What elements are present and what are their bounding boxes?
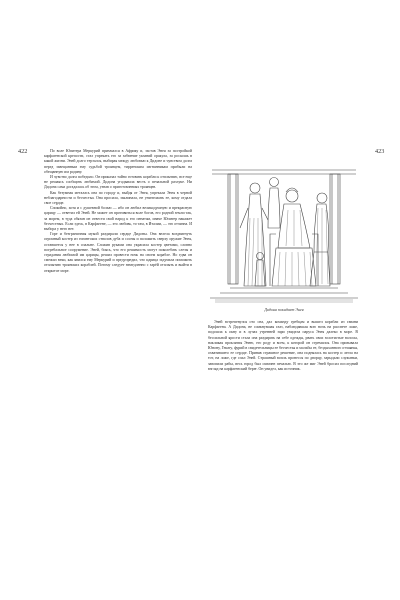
paragraph: Как безумная металась она по городу и, выйдя от Энея, упрекала Энея в черной неблагодарности и бесчестьи. Она просила, заклинала, не уничтожать ее, кому отдала свое сердце. [44,190,192,206]
illustration-caption: Дидона покидает Энея [264,307,304,312]
paragraph: Спокойно, хотя и с душевной болью — ибо он любил великодушную и прекрасную царицу — ответил ей Эней. Не может он противиться воле богов, его родной земли так, за морем, в туда обязан он отвести свой народ к его пенатам, иначе Юпитер накажет бесчестных. Если здесь, в Карфагене, — это любовь, то там, в Италии, — это отчизна. И выбора у него нет. [44,206,192,232]
paragraph: И чувство долга победило. Он приказал тайно готовить корабли к отплытию, все еще не решаясь сообщить любимой. Дидона угадывала весть о печальной разлуке. Ни Дидона сама догадалась об этом, узнав о приготовлениях троянцев. [44,175,192,190]
page-number-left: 422 [18,148,28,155]
paragraph: Эней встрепенулся ото сна, дал команду гребцам и вышел корабли из гавани Карфагена. А Дидона, не сомкнувшая глаз, наблюдавшая всю ночь на рассвете ложе, подошла к окну и в лучах утренней зари увидела паруса Энея далеко в море. В бессильной ярости стала она раздирать на себе одежды, рвать свои золотистые волосы, накликая проклятия Энею, его роду и всем, к которой он стремился. Она призывала Юнону, Гекату, фурий в свидетельницы ее бесчестья и мольбы ее, бездыханного отчаянья, охватившего ее сердце. Приняв страшное решение, она поднялась на костер и легла на тот, на ложе, где спал Эней. Страшный вопль пронесся по дворцу, зарыдали служанки, завопили рабы, весь город был охвачен печалью. В это же миг Эней бросил последний взгляд на карфагенский берег. Он увидел, как источник. [208,320,358,371]
paragraph: Горе и безграничная мукой раздирали сердце Дидоны. Она велела воздвигнуть огромный костер из гигантских стволов дуба и сосны и положить сверху оружие Энея, оставшееся у нее в спальне. Сложив руками она украсила костер цветами, словно погребальное сооружение. Эней, боясь, что его решимость могут поколебать слезы и страдания любимой им царицы, решил провести ночь на своем корабле. Но едва он смежил веки, как явился ему Меркурий и предупредил, что царица задумала поможить отплытию троянских кораблей. Потому следует немедленно с зарёй отплыть и выйти в открытое море. [44,232,192,273]
left-text-column [44,149,192,274]
page-number-right: 423 [375,148,385,155]
classical-figures-illustration [210,148,358,304]
right-text-column [208,320,358,372]
paragraph: По воле Юпитера Меркурий примчался в Африку и, застав Энея за постройкой карфагенской крепости, стал упрекать его за забвение укзаний оракула, за роскошь в какой жизни. Эней долго терзался, выбирая между любовью к Дидоне и чувством долга перед завещанным ему судьбой троянцем, тирренским изгнанникам прибыли на обещанную им родину. [44,149,192,174]
